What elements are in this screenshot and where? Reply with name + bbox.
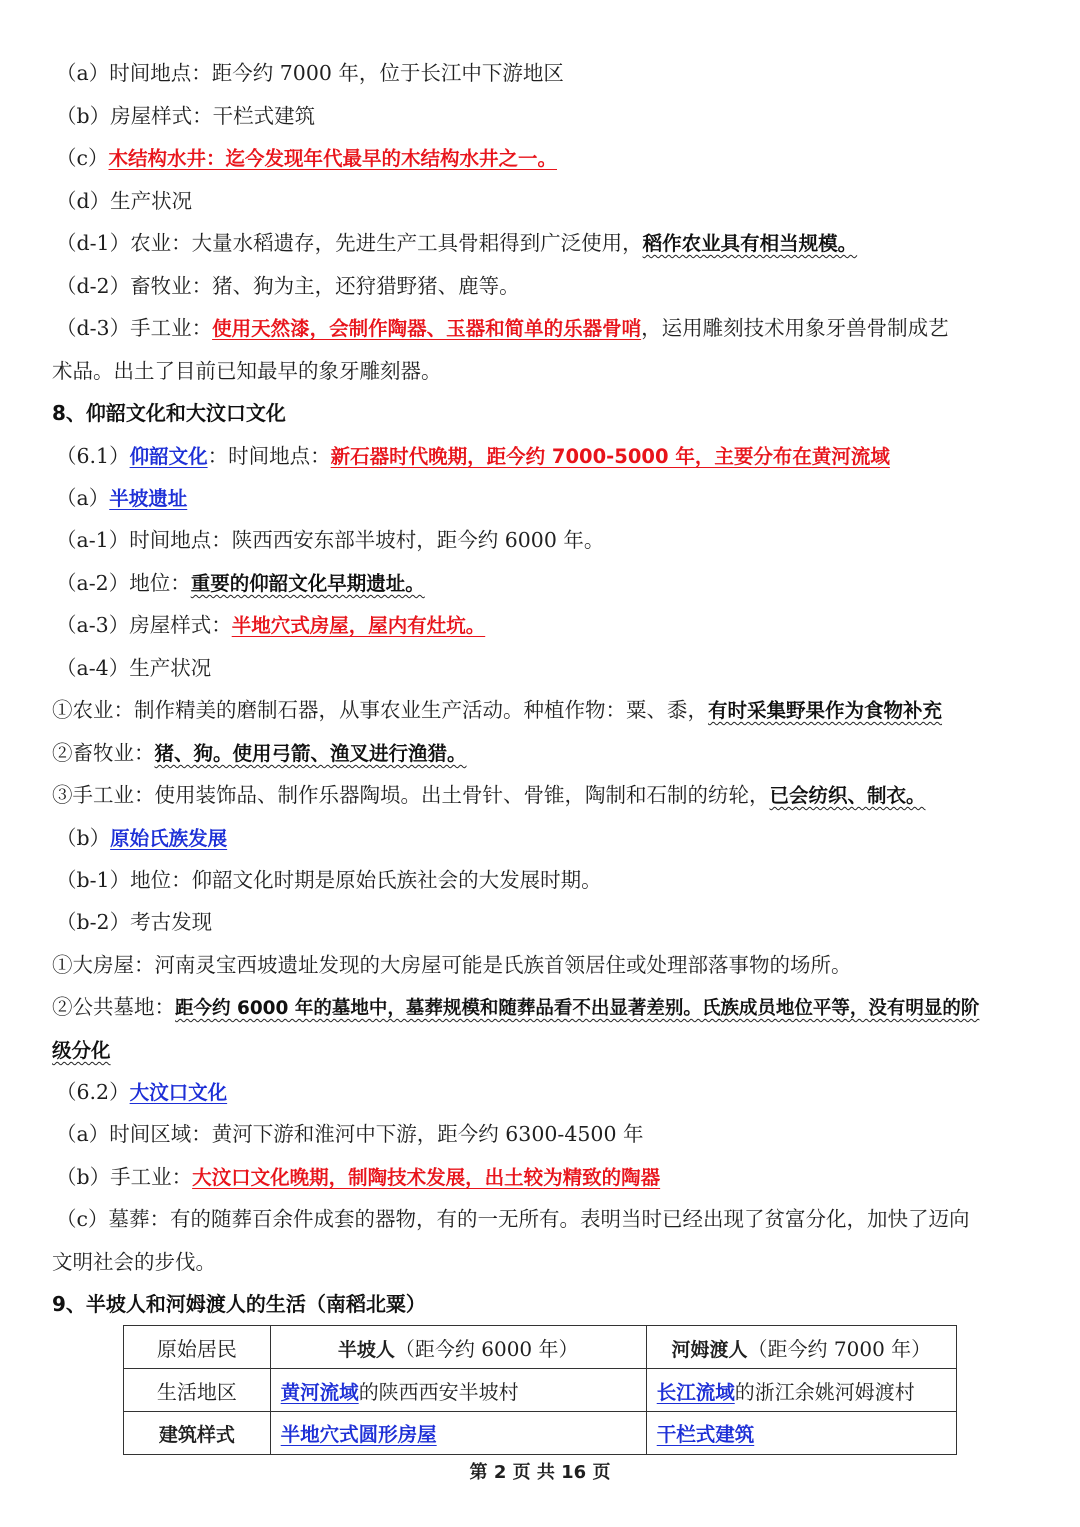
- text-line: （b）手工业：大汶口文化晚期，制陶技术发展，出土较为精致的陶器: [56, 1165, 661, 1189]
- highlight-blue: 长江流域: [656, 1380, 735, 1404]
- highlight-black: 重要的仰韶文化早期遗址。: [190, 572, 425, 595]
- text-line: （a）时间地点：距今约 7000 年，位于长江中下游地区: [56, 61, 564, 85]
- table-row: [124, 1326, 957, 1369]
- highlight-blue: 干栏式建筑: [656, 1423, 755, 1446]
- highlight-red: 使用天然漆，会制作陶器、玉器和简单的乐器骨哨: [212, 317, 642, 340]
- section-heading: 9、半坡人和河姆渡人的生活（南稻北粟）: [52, 1292, 426, 1316]
- comparison-table: [123, 1325, 957, 1455]
- highlight-black: 有时采集野果作为食物补充: [708, 699, 943, 722]
- text-line: （c）木结构水井：迄今发现年代最早的木结构水井之一。: [56, 146, 557, 170]
- highlight-red: 新石器时代晚期，距今约 7000-5000 年，主要分布在黄河流域: [330, 445, 890, 468]
- text-line: ③手工业：使用装饰品、制作乐器陶埙。出土骨针、骨锥，陶制和石制的纺轮，已会纺织、制衣。: [52, 783, 926, 807]
- table-cell: [270, 1412, 646, 1455]
- table-cell: 半坡人（距今约 6000 年）: [270, 1326, 646, 1369]
- highlight-black: 已会纺织、制衣。: [769, 784, 926, 807]
- table-cell: 建筑样式: [124, 1412, 271, 1455]
- highlight-black: 猪、狗。使用弓箭、渔叉进行渔猎。: [154, 742, 467, 765]
- highlight-black: 稻作农业具有相当规模。: [642, 232, 858, 255]
- highlight-red: 半地穴式房屋，屋内有灶坑。: [231, 614, 486, 637]
- text-line: （d）生产状况: [56, 189, 193, 213]
- table-cell: 长江流域的浙江余姚河姆渡村: [646, 1369, 956, 1412]
- text-line: （a）半坡遗址: [56, 486, 188, 510]
- table-cell: 生活地区: [124, 1369, 271, 1412]
- text-line: （d-2）畜牧业：猪、狗为主，还狩猎野猪、鹿等。: [56, 274, 520, 298]
- highlight-red: 大汶口文化晚期，制陶技术发展，出土较为精致的陶器: [192, 1166, 661, 1189]
- table-cell: 河姆渡人（距今约 7000 年）: [646, 1326, 956, 1369]
- table-row: [124, 1412, 957, 1455]
- text-line: ①农业：制作精美的磨制石器，从事农业生产活动。种植作物：粟、黍，有时采集野果作为食物补充: [52, 698, 943, 722]
- table-row: [124, 1369, 957, 1412]
- highlight-blue: 黄河流域: [280, 1380, 359, 1404]
- text-line: （c）墓葬：有的随葬百余件成套的器物，有的一无所有。表明当时已经出现了贫富分化，加快了迈向: [56, 1207, 970, 1231]
- text-line: （6.1）仰韶文化：时间地点：新石器时代晚期，距今约 7000-5000 年，主要分布在黄河流域: [56, 444, 890, 468]
- text-line: 文明社会的步伐。: [52, 1250, 216, 1274]
- text-line: ②公共墓地：距今约 6000 年的墓地中，墓葬规模和随葬品看不出显著差别。氏族成员地位平等，没有明显的阶: [52, 995, 980, 1019]
- text-line: （d-3）手工业：使用天然漆，会制作陶器、玉器和简单的乐器骨哨，运用雕刻技术用象牙兽骨制成艺: [56, 316, 949, 340]
- table-cell: 原始居民: [124, 1326, 271, 1369]
- text-line: （6.2）大汶口文化: [56, 1080, 228, 1104]
- text-line: （b-2）考古发现: [56, 910, 213, 934]
- text-line: （b）房屋样式：干栏式建筑: [56, 104, 316, 128]
- highlight-red: 木结构水井：迄今发现年代最早的木结构水井之一。: [108, 147, 557, 170]
- table-cell: 黄河流域的陕西西安半坡村: [270, 1369, 646, 1412]
- section-heading: 8、仰韶文化和大汶口文化: [52, 401, 286, 425]
- highlight-blue: 原始氏族发展: [110, 827, 228, 850]
- highlight-black: 级分化: [52, 1039, 111, 1062]
- highlight-blue: 仰韶文化: [129, 445, 208, 468]
- text-line: （a-2）地位：重要的仰韶文化早期遗址。: [56, 571, 425, 595]
- highlight-black: 距今约 6000 年的墓地中，墓葬规模和随葬品看不出显著差别。氏族成员地位平等，没有明显的阶: [175, 998, 980, 1019]
- text-line: （a-4）生产状况: [56, 656, 212, 680]
- text-line: （b）原始氏族发展: [56, 826, 228, 850]
- text-line: （a-1）时间地点：陕西西安东部半坡村，距今约 6000 年。: [56, 528, 605, 552]
- text-line: （b-1）地位：仰韶文化时期是原始氏族社会的大发展时期。: [56, 868, 602, 892]
- text-line: （a）时间区域：黄河下游和淮河中下游，距今约 6300-4500 年: [56, 1122, 644, 1146]
- table-cell: [646, 1412, 956, 1455]
- text-line: （d-1）农业：大量水稻遗存，先进生产工具骨耜得到广泛使用，稻作农业具有相当规模。: [56, 231, 858, 255]
- text-line: [52, 1029, 1042, 1073]
- text-line: 术品。出土了目前已知最早的象牙雕刻器。: [52, 359, 442, 383]
- page-number: 第 2 页 共 16 页: [469, 1462, 611, 1483]
- text-line: ①大房屋：河南灵宝西坡遗址发现的大房屋可能是氏族首领居住或处理部落事物的场所。: [52, 953, 852, 977]
- highlight-blue: 大汶口文化: [129, 1081, 228, 1104]
- highlight-blue: 半地穴式圆形房屋: [280, 1423, 437, 1446]
- highlight-blue: 半坡遗址: [109, 487, 188, 510]
- text-line: （a-3）房屋样式：半地穴式房屋，屋内有灶坑。: [56, 613, 486, 637]
- text-line: ②畜牧业：猪、狗。使用弓箭、渔叉进行渔猎。: [52, 741, 467, 765]
